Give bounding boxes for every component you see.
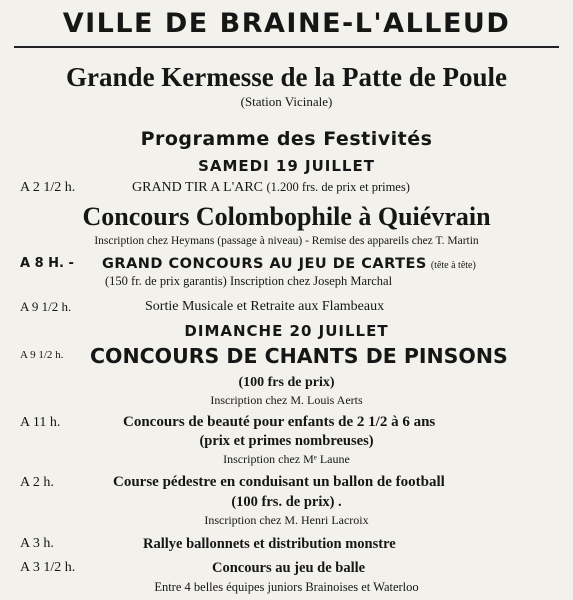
balloon-time: A 3 h.: [20, 536, 54, 551]
finch-prize: (100 frs de prix): [238, 375, 335, 390]
finch-registration: Inscription chez M. Louis Aerts: [210, 393, 363, 407]
station-subtitle: (Station Vicinale): [240, 94, 333, 109]
cards-note: (tête à tête): [430, 260, 476, 271]
archery-time: A 2 1/2 h.: [20, 180, 76, 195]
cards-line: [102, 255, 476, 273]
archery-prize: (1.200 frs. de prix et primes): [266, 180, 410, 194]
saturday-day-heading: SAMEDI 19 JUILLET: [198, 157, 375, 175]
finch-event: CONCOURS DE CHANTS DE PINSONS: [90, 344, 508, 368]
ball-game-detail: Entre 4 belles équipes juniors Brainoises et Waterloo: [154, 580, 419, 594]
kermesse-title: Grande Kermesse de la Patte de Poule: [66, 62, 507, 92]
beauty-registration: Inscription chez Mᵉ Laune: [223, 452, 350, 466]
cards-time: A 8 H. -: [20, 256, 74, 271]
program-heading: Programme des Festivités: [140, 128, 433, 150]
sunday-day-heading: DIMANCHE 20 JUILLET: [184, 322, 389, 340]
archery-event: GRAND TIR A L'ARC: [132, 180, 264, 195]
beauty-time: A 11 h.: [20, 415, 61, 430]
archery-line: [132, 180, 410, 196]
pigeon-contest-headline: Concours Colombophile à Quiévrain: [82, 202, 491, 231]
balloon-event: Rallye ballonnets et distribution monstre: [143, 536, 396, 552]
cards-event: GRAND CONCOURS AU JEU DE CARTES: [102, 256, 427, 272]
parade-time: A 9 1/2 h.: [20, 299, 72, 314]
parade-event: Sortie Musicale et Retraite aux Flambeaux: [145, 299, 385, 314]
ball-game-time: A 3 1/2 h.: [20, 560, 76, 575]
race-time: A 2 h.: [20, 475, 54, 490]
finch-time: A 9 1/2 h.: [20, 349, 64, 361]
race-registration: Inscription chez M. Henri Lacroix: [204, 513, 369, 527]
header-rule: [14, 46, 559, 48]
cards-detail: (150 fr. de prix garantis) Inscription chez Joseph Marchal: [105, 274, 393, 288]
town-title: VILLE DE BRAINE-L'ALLEUD: [62, 8, 511, 39]
beauty-prize: (prix et primes nombreuses): [199, 433, 374, 449]
pigeon-contest-detail: Inscription chez Heymans (passage à niveau) - Remise des appareils chez T. Martin: [94, 235, 479, 247]
race-event: Course pédestre en conduisant un ballon de football: [113, 474, 445, 490]
beauty-event: Concours de beauté pour enfants de 2 1/2 à 6 ans: [123, 414, 436, 430]
ball-game-event: Concours au jeu de balle: [212, 560, 366, 576]
race-prize: (100 frs. de prix) .: [231, 494, 342, 510]
